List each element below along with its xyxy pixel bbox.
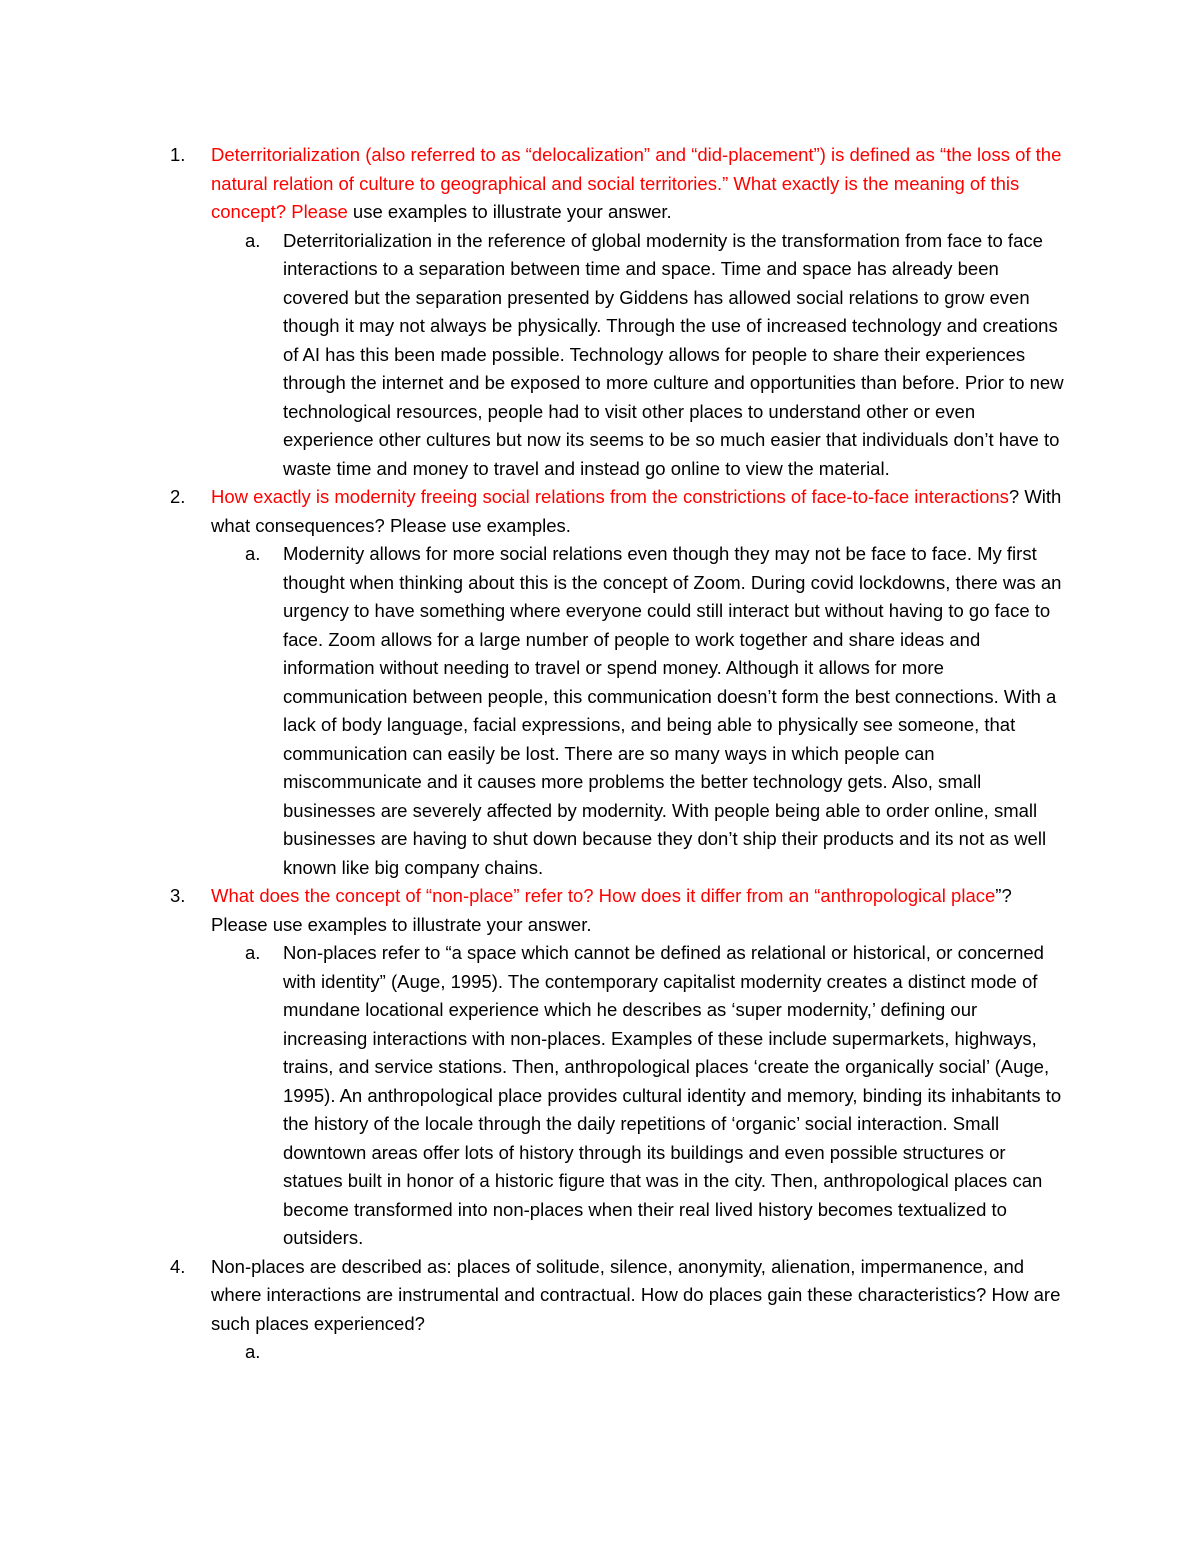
answer-text: [283, 1338, 1065, 1367]
question-prompt: [211, 1253, 1066, 1339]
question-4: [0, 1253, 1200, 1339]
question-prompt: [211, 483, 1066, 540]
answer-3: [0, 939, 1200, 1253]
question-number: 3.: [170, 885, 186, 906]
question-prompt-plain: ”? Please use examples to illustrate your answer.: [211, 885, 1012, 935]
document-page: [0, 141, 1200, 1367]
answer-2: [0, 540, 1200, 882]
answer-letter: a.: [245, 229, 261, 251]
question-prompt-highlighted: Deterritorialization (also referred to as “delocalization” and “did-placement”) is defined as “the loss of the natural relation of culture to geographical and social territories.” What exactly is the meaning of this concept? Please: [211, 144, 1062, 222]
answer-1: [0, 227, 1200, 484]
question-2: [0, 483, 1200, 540]
question-prompt-highlighted: What does the concept of “non-place” refer to? How does it differ from an “anthropological place: [211, 885, 996, 906]
question-prompt: [211, 141, 1066, 227]
question-prompt: [211, 882, 1066, 939]
question-number: 2.: [170, 486, 186, 507]
question-prompt-plain: ? With what consequences? Please use examples.: [211, 486, 1062, 536]
answer-text: Modernity allows for more social relations even though they may not be face to face. My first thought when thinking about this is the concept of Zoom. During covid lockdowns, there was an urgency to have something where everyone could still interact but without having to go face to face. Zoom allows for a large number of people to work together and share ideas and information without needing to travel or spend money. Although it allows for more communication between people, this communication doesn’t form the best connections. With a lack of body language, facial expressions, and being able to physically see someone, that communication can easily be lost. There are so many ways in which people can miscommunicate and it causes more problems the better technology gets. Also, small businesses are severely affected by modernity. With people being able to order online, small businesses are having to shut down because they don’t ship their products and its not as well known like big company chains.: [283, 543, 1062, 878]
question-prompt-plain: use examples to illustrate your answer.: [347, 201, 672, 222]
answer-letter: a.: [245, 543, 261, 564]
question-prompt-highlighted: How exactly is modernity freeing social relations from the constrictions of face-to-face interactions: [211, 486, 1009, 507]
question-number: 4.: [170, 1255, 186, 1277]
answer-text: Non-places refer to “a space which cannot be defined as relational or historical, or concerned with identity” (Auge, 1995). The contemporary capitalist modernity creates a distinct mode of mundane locational experience which he describes as ‘super modernity,’ defining our increasing interactions with non-places. Examples of these include supermarkets, highways, trains, and service stations. Then, anthropological places ‘create the organically social’ (Auge, 1995). An anthropological place provides cultural identity and memory, binding its inhabitants to the history of the locale through the daily repetitions of ‘organic’ social interaction. Small downtown areas offer lots of history through its buildings and even possible structures or statues built in honor of a historic figure that was in the city. Then, anthropological places can become transformed into non-places when their real lived history becomes textualized to outsiders.: [283, 942, 1062, 1248]
answer-text: Deterritorialization in the reference of global modernity is the transformation from face to face interactions to a separation between time and space. Time and space has already been covered but the separation presented by Giddens has allowed social relations to grow even though it may not always be physically. Through the use of increased technology and creations of AI has this been made possible. Technology allows for people to share their experiences through the internet and be exposed to more culture and opportunities than before. Prior to new technological resources, people had to visit other places to understand other or even experience other cultures but now its seems to be so much easier that individuals don’t have to waste time and money to travel and instead go online to view the material.: [283, 229, 1064, 479]
answer-4: [0, 1338, 1200, 1367]
question-number: 1.: [170, 144, 186, 165]
answer-letter: a.: [245, 1341, 261, 1362]
question-3: [0, 882, 1200, 939]
question-prompt-plain: Non-places are described as: places of solitude, silence, anonymity, alienation, impermanence, and where interactions are instrumental and contractual. How do places gain these characteristics? How are such places experienced?: [211, 1255, 1061, 1334]
answer-letter: a.: [245, 942, 261, 963]
question-1: [0, 141, 1200, 227]
